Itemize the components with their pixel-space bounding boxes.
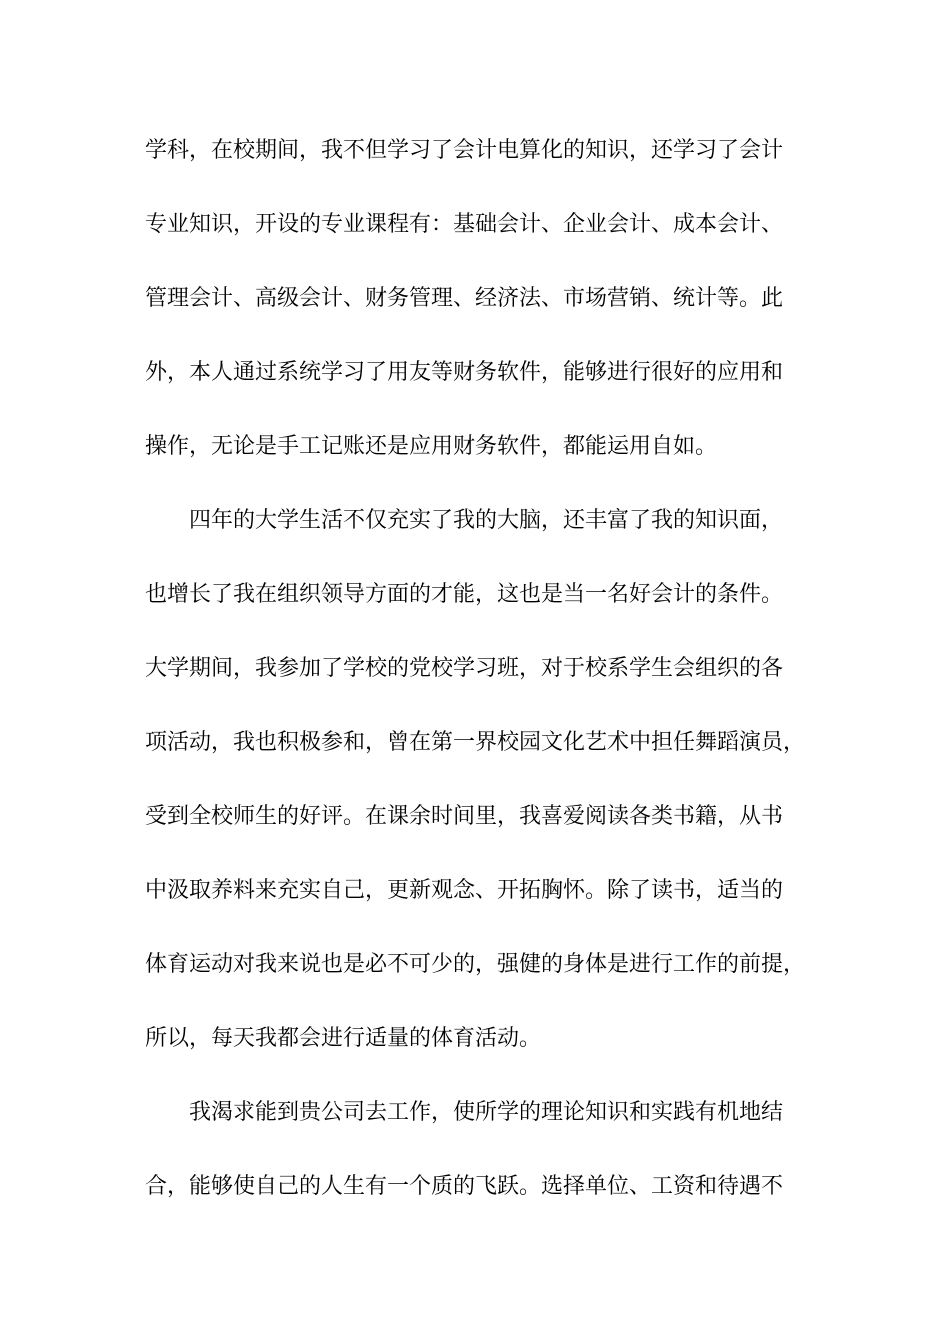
text-line: 也增长了我在组织领导方面的才能，这也是当一名好会计的条件。	[145, 582, 784, 607]
text-line: 体育运动对我来说也是必不可少的，强健的身体是进行工作的前提，	[145, 952, 806, 977]
text-line: 所以，每天我都会进行适量的体育活动。	[145, 1026, 542, 1051]
text-line: 合，能够使自己的人生有一个质的飞跃。选择单位、工资和待遇不	[145, 1174, 784, 1199]
text-line: 学科，在校期间，我不但学习了会计电算化的知识，还学习了会计	[145, 138, 784, 163]
text-line: 大学期间，我参加了学校的党校学习班，对于校系学生会组织的各	[145, 656, 784, 681]
text-line: 操作，无论是手工记账还是应用财务软件，都能运用自如。	[145, 434, 718, 459]
text-line: 四年的大学生活不仅充实了我的大脑，还丰富了我的知识面，	[189, 508, 784, 533]
text-line: 外，本人通过系统学习了用友等财务软件，能够进行很好的应用和	[145, 360, 784, 385]
text-line: 中汲取养料来充实自己，更新观念、开拓胸怀。除了读书，适当的	[145, 878, 784, 903]
text-line: 专业知识，开设的专业课程有：基础会计、企业会计、成本会计、	[145, 212, 784, 237]
body-text	[145, 128, 810, 1238]
text-line: 项活动，我也积极参和，曾在第一界校园文化艺术中担任舞蹈演员，	[145, 730, 806, 755]
text-line: 管理会计、高级会计、财务管理、经济法、市场营销、统计等。此	[145, 286, 784, 311]
text-line: 受到全校师生的好评。在课余时间里，我喜爱阅读各类书籍，从书	[145, 804, 784, 829]
text-line: 我渴求能到贵公司去工作，使所学的理论知识和实践有机地结	[189, 1100, 784, 1125]
